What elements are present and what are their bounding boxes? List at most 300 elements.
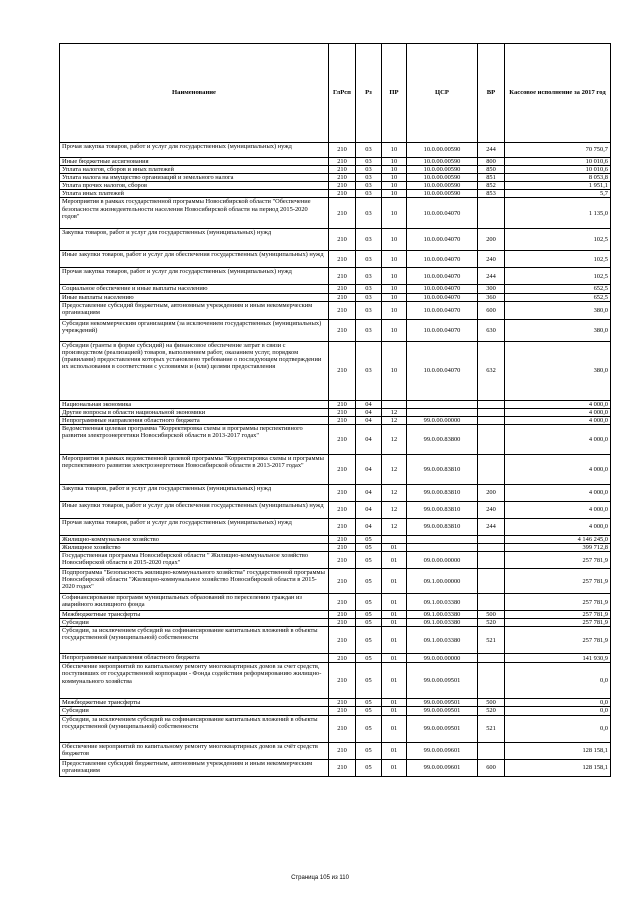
page-number: Страница 105 из 110: [291, 875, 349, 881]
row-rz: 03: [356, 182, 382, 190]
row-name: Межбюджетные трансферты: [60, 611, 329, 619]
row-name: Софинансирование программ муниципальных образований по переселению граждан из аварийного жилищного фонда: [60, 594, 329, 611]
row-csr: 09.1.00.03380: [407, 594, 478, 611]
table-row: [60, 552, 611, 569]
row-rz: 05: [356, 663, 382, 699]
row-pr: 10: [382, 229, 407, 251]
row-amount: 652,5: [505, 293, 611, 301]
row-rz: 05: [356, 594, 382, 611]
row-vr: [478, 742, 505, 759]
row-csr: 09.1.00.03380: [407, 611, 478, 619]
row-amount: 257 781,9: [505, 569, 611, 594]
table-row: [60, 594, 611, 611]
row-pr: 01: [382, 715, 407, 742]
row-name: Предоставление субсидий бюджетным, автономным учреждениям и иным некоммерческим организациям: [60, 759, 329, 776]
row-rz: 03: [356, 229, 382, 251]
table-body: [60, 143, 611, 777]
row-grbs: 210: [329, 654, 356, 663]
row-csr: 99.0.00.83810: [407, 484, 478, 501]
row-pr: 01: [382, 569, 407, 594]
row-grbs: 210: [329, 663, 356, 699]
table-row: [60, 416, 611, 424]
row-grbs: 210: [329, 416, 356, 424]
row-vr: [478, 400, 505, 408]
row-csr: 99.0.00.83810: [407, 501, 478, 518]
row-csr: 99.0.00.09501: [407, 663, 478, 699]
row-csr: 99.0.00.09501: [407, 699, 478, 707]
row-rz: 03: [356, 268, 382, 285]
row-grbs: 210: [329, 424, 356, 454]
row-grbs: 210: [329, 182, 356, 190]
table-row: [60, 251, 611, 268]
row-name: Прочая закупка товаров, работ и услуг для государственных (муниципальных) нужд: [60, 518, 329, 535]
row-vr: [478, 408, 505, 416]
row-grbs: 210: [329, 569, 356, 594]
row-vr: 600: [478, 301, 505, 319]
row-amount: 128 158,1: [505, 759, 611, 776]
row-grbs: 210: [329, 501, 356, 518]
row-name: Непрограммные направления областного бюджета: [60, 654, 329, 663]
row-vr: 240: [478, 501, 505, 518]
row-grbs: 210: [329, 400, 356, 408]
row-csr: 09.0.00.00000: [407, 552, 478, 569]
row-name: Государственная программа Новосибирской области " Жилищно-коммунальное хозяйство Новосибирской области в 2015-2020 годах": [60, 552, 329, 569]
row-amount: 128 158,1: [505, 742, 611, 759]
table-row: [60, 190, 611, 198]
row-rz: 05: [356, 552, 382, 569]
row-amount: 102,5: [505, 229, 611, 251]
row-pr: 01: [382, 663, 407, 699]
row-name: Межбюджетные трансферты: [60, 699, 329, 707]
row-vr: 244: [478, 143, 505, 158]
row-pr: 10: [382, 166, 407, 174]
row-csr: 10.0.00.00590: [407, 182, 478, 190]
row-rz: 05: [356, 535, 382, 543]
row-csr: [407, 408, 478, 416]
row-grbs: 210: [329, 518, 356, 535]
row-vr: [478, 454, 505, 484]
row-pr: 01: [382, 552, 407, 569]
table-row: [60, 408, 611, 416]
table-row: [60, 518, 611, 535]
row-vr: 852: [478, 182, 505, 190]
header-vr: ВР: [478, 44, 505, 143]
row-name: Субсидии (гранты в форме субсидий) на финансовое обеспечение затрат в связи с производством (реализацией) товаров, выполнением работ, оказанием услуг, порядком (правилами) предоставления которых установлено требование о последующем подтверждении их использования в соответствии с условиями и (или) целями предоставления: [60, 341, 329, 400]
row-rz: 05: [356, 715, 382, 742]
row-rz: 03: [356, 166, 382, 174]
row-name: Предоставление субсидий бюджетным, автономным учреждениям и иным некоммерческим организациям: [60, 301, 329, 319]
row-name: Иные бюджетные ассигнования: [60, 158, 329, 166]
row-grbs: 210: [329, 174, 356, 182]
row-rz: 04: [356, 501, 382, 518]
row-csr: 10.0.00.04070: [407, 229, 478, 251]
table-row: [60, 166, 611, 174]
row-rz: 05: [356, 742, 382, 759]
row-amount: 10 010,6: [505, 158, 611, 166]
table-row: [60, 544, 611, 552]
row-pr: 12: [382, 424, 407, 454]
table-row: [60, 158, 611, 166]
table-row: [60, 229, 611, 251]
row-csr: 99.0.00.09501: [407, 715, 478, 742]
row-pr: 12: [382, 501, 407, 518]
row-csr: 10.0.00.00590: [407, 143, 478, 158]
table-row: [60, 454, 611, 484]
row-grbs: 210: [329, 454, 356, 484]
row-amount: 4 000,0: [505, 424, 611, 454]
row-name: Субсидии некоммерческим организациям (за исключением государственных (муниципальных) учреждений): [60, 319, 329, 341]
row-amount: 0,0: [505, 707, 611, 715]
table-row: [60, 699, 611, 707]
row-csr: 99.0.00.83810: [407, 454, 478, 484]
row-rz: 03: [356, 158, 382, 166]
header-name: Наименование: [60, 44, 329, 143]
row-pr: 01: [382, 544, 407, 552]
row-rz: 03: [356, 251, 382, 268]
row-grbs: 210: [329, 408, 356, 416]
row-amount: 4 000,0: [505, 484, 611, 501]
row-grbs: 210: [329, 190, 356, 198]
row-pr: 12: [382, 408, 407, 416]
table-header-row: [60, 44, 611, 143]
row-name: Уплата прочих налогов, сборов: [60, 182, 329, 190]
row-name: Социальное обеспечение и иные выплаты населению: [60, 285, 329, 293]
row-pr: 10: [382, 174, 407, 182]
row-amount: 10 010,6: [505, 166, 611, 174]
row-pr: [382, 400, 407, 408]
table-row: [60, 424, 611, 454]
row-pr: 12: [382, 416, 407, 424]
row-name: Прочая закупка товаров, работ и услуг для государственных (муниципальных) нужд: [60, 268, 329, 285]
row-csr: 09.1.00.03380: [407, 627, 478, 654]
row-grbs: 210: [329, 627, 356, 654]
row-grbs: 210: [329, 552, 356, 569]
row-vr: [478, 424, 505, 454]
row-vr: 200: [478, 229, 505, 251]
row-pr: 01: [382, 611, 407, 619]
row-grbs: 210: [329, 619, 356, 627]
row-rz: 03: [356, 285, 382, 293]
row-vr: 850: [478, 166, 505, 174]
row-csr: 10.0.00.00590: [407, 190, 478, 198]
row-amount: 1 135,0: [505, 198, 611, 229]
row-vr: 500: [478, 699, 505, 707]
row-name: Субсидии: [60, 619, 329, 627]
row-csr: 10.0.00.00590: [407, 166, 478, 174]
row-vr: [478, 663, 505, 699]
row-vr: 520: [478, 707, 505, 715]
row-amount: 257 781,9: [505, 552, 611, 569]
row-vr: [478, 654, 505, 663]
row-rz: 05: [356, 619, 382, 627]
table-row: [60, 715, 611, 742]
row-rz: 03: [356, 190, 382, 198]
row-grbs: 210: [329, 742, 356, 759]
row-pr: 10: [382, 251, 407, 268]
table-row: [60, 654, 611, 663]
row-csr: 10.0.00.04070: [407, 198, 478, 229]
row-amount: 399 712,8: [505, 544, 611, 552]
row-amount: 141 930,9: [505, 654, 611, 663]
row-rz: 05: [356, 569, 382, 594]
header-csr: ЦСР: [407, 44, 478, 143]
row-vr: 500: [478, 611, 505, 619]
row-vr: 360: [478, 293, 505, 301]
row-csr: 10.0.00.04070: [407, 301, 478, 319]
row-grbs: 210: [329, 707, 356, 715]
row-vr: 800: [478, 158, 505, 166]
row-amount: 652,5: [505, 285, 611, 293]
row-vr: [478, 198, 505, 229]
row-pr: 01: [382, 594, 407, 611]
row-amount: 4 000,0: [505, 400, 611, 408]
row-csr: [407, 400, 478, 408]
row-pr: 10: [382, 190, 407, 198]
row-name: Непрограммные направления областного бюджета: [60, 416, 329, 424]
row-rz: 03: [356, 174, 382, 182]
row-amount: 4 000,0: [505, 518, 611, 535]
row-pr: 01: [382, 759, 407, 776]
row-amount: 380,0: [505, 319, 611, 341]
row-amount: 5,7: [505, 190, 611, 198]
row-amount: 1 951,1: [505, 182, 611, 190]
row-grbs: 210: [329, 251, 356, 268]
row-name: Иные выплаты населению: [60, 293, 329, 301]
row-csr: 10.0.00.04070: [407, 341, 478, 400]
row-name: Уплата налога на имущество организаций и земельного налога: [60, 174, 329, 182]
row-csr: 10.0.00.04070: [407, 268, 478, 285]
table-row: [60, 484, 611, 501]
row-vr: 240: [478, 251, 505, 268]
table-row: [60, 569, 611, 594]
row-grbs: 210: [329, 319, 356, 341]
table-row: [60, 341, 611, 400]
row-name: Закупка товаров, работ и услуг для государственных (муниципальных) нужд: [60, 484, 329, 501]
row-name: Ведомственная целевая программа "Корректировка схемы и программы перспективного развития электроэнергетики Новосибирской области в 2013-2017 годах": [60, 424, 329, 454]
row-rz: 04: [356, 408, 382, 416]
row-name: Уплата иных платежей: [60, 190, 329, 198]
row-rz: 03: [356, 341, 382, 400]
row-csr: 09.1.00.00000: [407, 569, 478, 594]
row-name: Жилищно-коммунальное хозяйство: [60, 535, 329, 543]
table-row: [60, 143, 611, 158]
row-grbs: 210: [329, 594, 356, 611]
row-rz: 05: [356, 544, 382, 552]
row-pr: 01: [382, 742, 407, 759]
table-row: [60, 759, 611, 776]
row-rz: 04: [356, 454, 382, 484]
row-amount: 0,0: [505, 715, 611, 742]
row-grbs: 210: [329, 341, 356, 400]
row-grbs: 210: [329, 699, 356, 707]
row-csr: 99.0.00.00000: [407, 654, 478, 663]
row-grbs: 210: [329, 229, 356, 251]
row-grbs: 210: [329, 158, 356, 166]
header-pr: ПР: [382, 44, 407, 143]
row-pr: 10: [382, 319, 407, 341]
row-rz: 03: [356, 293, 382, 301]
row-vr: [478, 544, 505, 552]
row-amount: 8 053,8: [505, 174, 611, 182]
table-row: [60, 619, 611, 627]
row-amount: 70 750,7: [505, 143, 611, 158]
row-csr: [407, 544, 478, 552]
row-grbs: 210: [329, 301, 356, 319]
row-amount: 102,5: [505, 251, 611, 268]
row-vr: [478, 569, 505, 594]
header-grbs: ГлРсп: [329, 44, 356, 143]
row-rz: 05: [356, 699, 382, 707]
row-rz: 05: [356, 759, 382, 776]
row-vr: 853: [478, 190, 505, 198]
row-rz: 04: [356, 416, 382, 424]
row-vr: 600: [478, 759, 505, 776]
row-pr: 12: [382, 518, 407, 535]
row-csr: 99.0.00.09501: [407, 707, 478, 715]
row-csr: 10.0.00.04070: [407, 251, 478, 268]
row-csr: 99.0.00.00000: [407, 416, 478, 424]
row-grbs: 210: [329, 166, 356, 174]
table-row: [60, 663, 611, 699]
row-pr: 01: [382, 707, 407, 715]
row-csr: 99.0.00.83810: [407, 518, 478, 535]
table-row: [60, 268, 611, 285]
row-pr: 10: [382, 158, 407, 166]
row-vr: [478, 594, 505, 611]
row-csr: [407, 535, 478, 543]
row-vr: 521: [478, 715, 505, 742]
row-name: Другие вопросы в области национальной экономики: [60, 408, 329, 416]
row-vr: [478, 416, 505, 424]
row-csr: 10.0.00.04070: [407, 319, 478, 341]
header-amount: Кассовое исполнение за 2017 год: [505, 44, 611, 143]
row-name: Подпрограмма "Безопасность жилищно-коммунального хозяйства" государственной программы Новосибирской области "Жилищно-коммунальное хозяйство Новосибирской области в 2015-2020 годах": [60, 569, 329, 594]
row-name: Закупка товаров, работ и услуг для государственных (муниципальных) нужд: [60, 229, 329, 251]
table-row: [60, 174, 611, 182]
row-vr: 520: [478, 619, 505, 627]
table-row: [60, 182, 611, 190]
header-rz: Рз: [356, 44, 382, 143]
row-csr: 10.0.00.04070: [407, 285, 478, 293]
row-vr: 630: [478, 319, 505, 341]
row-name: Жилищное хозяйство: [60, 544, 329, 552]
row-vr: 244: [478, 268, 505, 285]
row-pr: 01: [382, 627, 407, 654]
table-row: [60, 611, 611, 619]
table-row: [60, 627, 611, 654]
table-row: [60, 301, 611, 319]
row-rz: 03: [356, 319, 382, 341]
row-pr: 12: [382, 484, 407, 501]
row-pr: [382, 535, 407, 543]
row-vr: 300: [478, 285, 505, 293]
row-pr: 10: [382, 143, 407, 158]
row-amount: 257 781,9: [505, 619, 611, 627]
row-grbs: 210: [329, 293, 356, 301]
row-amount: 257 781,9: [505, 611, 611, 619]
row-name: Субсидии: [60, 707, 329, 715]
row-amount: 0,0: [505, 699, 611, 707]
row-name: Обеспечение мероприятий по капитальному ремонту многоквартирных домов за счёт средств бюджетов: [60, 742, 329, 759]
row-vr: [478, 535, 505, 543]
row-rz: 05: [356, 627, 382, 654]
row-name: Мероприятия в рамках государственной программы Новосибирской области "Обеспечение безопасности жизнедеятельности населения Новосибирской области на период 2015-2020 годов": [60, 198, 329, 229]
row-amount: 380,0: [505, 301, 611, 319]
row-grbs: 210: [329, 484, 356, 501]
row-name: Прочая закупка товаров, работ и услуг для государственных (муниципальных) нужд: [60, 143, 329, 158]
row-csr: 10.0.00.04070: [407, 293, 478, 301]
row-pr: 10: [382, 301, 407, 319]
table-row: [60, 707, 611, 715]
row-grbs: 210: [329, 759, 356, 776]
row-vr: [478, 552, 505, 569]
row-vr: 521: [478, 627, 505, 654]
row-amount: 4 000,0: [505, 501, 611, 518]
row-pr: 10: [382, 293, 407, 301]
row-grbs: 210: [329, 544, 356, 552]
row-rz: 05: [356, 654, 382, 663]
budget-table: [59, 43, 611, 777]
row-vr: 244: [478, 518, 505, 535]
row-name: Субсидии, за исключением субсидий на софинансирование капитальных вложений в объекты государственной (муниципальной) собственности: [60, 715, 329, 742]
row-csr: 10.0.00.00590: [407, 158, 478, 166]
row-grbs: 210: [329, 198, 356, 229]
table-row: [60, 400, 611, 408]
row-rz: 04: [356, 400, 382, 408]
row-name: Национальная экономика: [60, 400, 329, 408]
row-name: Обеспечение мероприятий по капитальному ремонту многоквартирных домов за счет средств, поступивших от государственной корпорации - Фонда содействия реформированию жилищно-коммунального хозяйства: [60, 663, 329, 699]
row-pr: 10: [382, 341, 407, 400]
table-row: [60, 742, 611, 759]
row-rz: 03: [356, 198, 382, 229]
row-vr: 851: [478, 174, 505, 182]
row-rz: 04: [356, 518, 382, 535]
row-amount: 257 781,9: [505, 594, 611, 611]
table-row: [60, 293, 611, 301]
table-row: [60, 535, 611, 543]
row-amount: 102,5: [505, 268, 611, 285]
table-row: [60, 198, 611, 229]
row-amount: 380,0: [505, 341, 611, 400]
row-vr: 632: [478, 341, 505, 400]
row-name: Мероприятия в рамках ведомственной целевой программы "Корректировка схемы и программы перспективного развития электроэнергетики Новосибирской области в 2013-2017 годах": [60, 454, 329, 484]
row-grbs: 210: [329, 268, 356, 285]
table-row: [60, 319, 611, 341]
row-amount: 4 000,0: [505, 408, 611, 416]
table-row: [60, 285, 611, 293]
row-csr: 99.0.00.09601: [407, 742, 478, 759]
row-pr: 10: [382, 268, 407, 285]
row-grbs: 210: [329, 285, 356, 293]
row-amount: 257 781,9: [505, 627, 611, 654]
row-amount: 4 146 245,0: [505, 535, 611, 543]
row-grbs: 210: [329, 611, 356, 619]
row-csr: 10.0.00.00590: [407, 174, 478, 182]
row-csr: 09.1.00.03380: [407, 619, 478, 627]
table-row: [60, 501, 611, 518]
row-pr: 01: [382, 619, 407, 627]
row-csr: 99.0.00.09601: [407, 759, 478, 776]
row-rz: 03: [356, 143, 382, 158]
row-pr: 01: [382, 699, 407, 707]
row-rz: 05: [356, 611, 382, 619]
row-pr: 10: [382, 198, 407, 229]
row-vr: 200: [478, 484, 505, 501]
row-grbs: 210: [329, 143, 356, 158]
row-rz: 04: [356, 484, 382, 501]
row-pr: 10: [382, 182, 407, 190]
row-name: Субсидии, за исключением субсидий на софинансирование капитальных вложений в объекты государственной (муниципальной) собственности: [60, 627, 329, 654]
